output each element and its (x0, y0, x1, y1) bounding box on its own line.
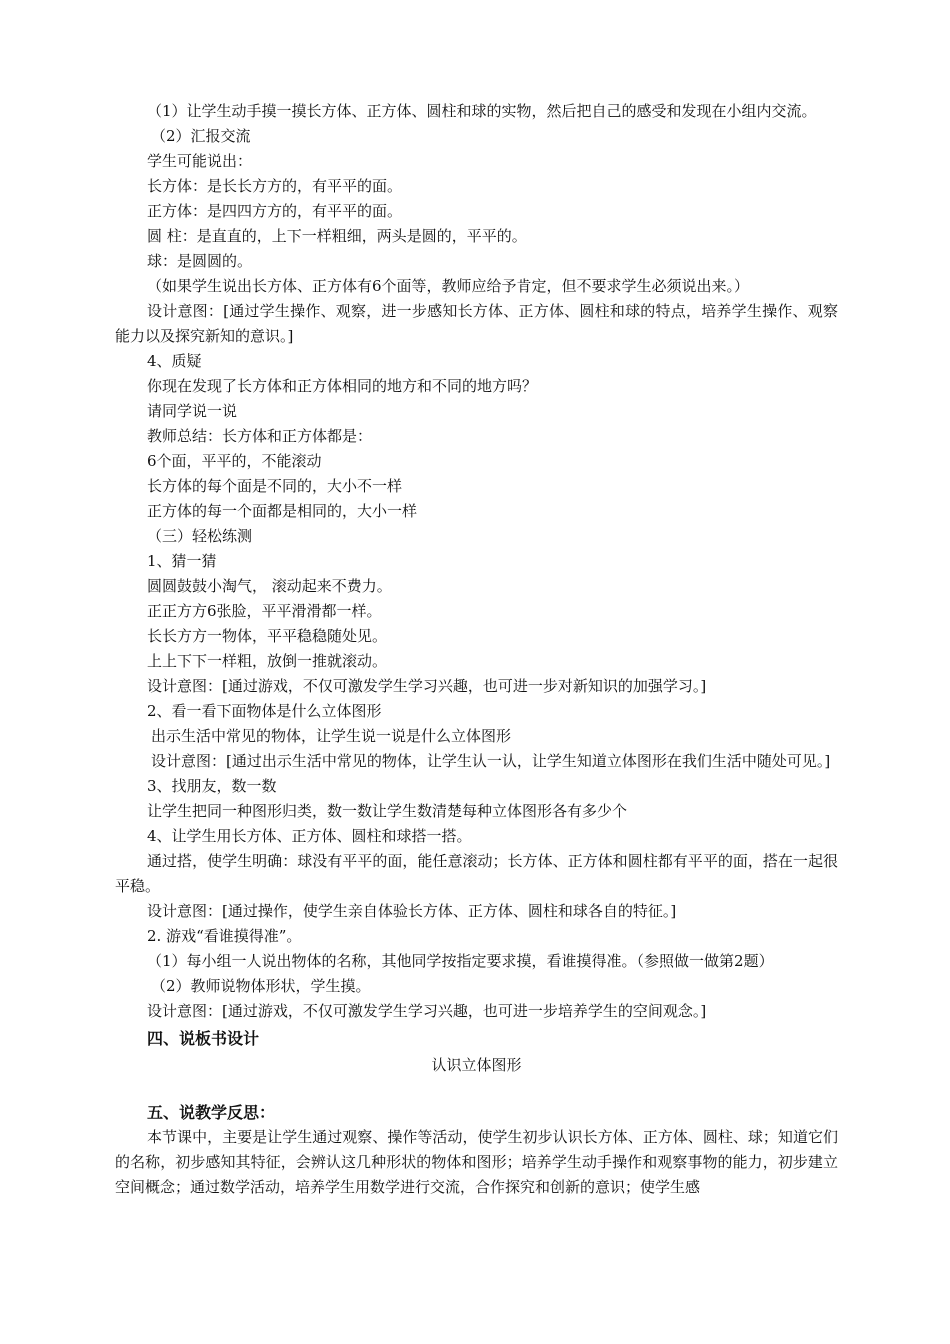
section-item: 1、猜一猜 (147, 552, 217, 570)
design-intent: 设计意图：[通过操作，使学生亲自体验长方体、正方体、圆柱和球各自的特征。] (147, 902, 677, 920)
section-item: 2. 游戏“看谁摸得准”。 (147, 927, 302, 945)
section-item: 2、看一看下面物体是什么立体图形 (147, 702, 382, 720)
riddle-line: 正正方方6张脸，平平滑滑都一样。 (147, 602, 382, 620)
paragraph: 圆 柱：是直直的，上下一样粗细，两头是圆的，平平的。 (147, 227, 527, 245)
paragraph: （1）让学生动手摸一摸长方体、正方体、圆柱和球的实物，然后把自己的感受和发现在小组内交流。 (147, 102, 817, 120)
paragraph: 让学生把同一种图形归类，数一数让学生数清楚每种立体图形各有多少个 (147, 802, 628, 820)
reflection-paragraph: 本节课中，主要是让学生通过观察、操作等活动，使学生初步认识长方体、正方体、圆柱、球；知道它们的名称，初步感知其特征，会辨认这几种形状的物体和图形；培养学生动手操作和观察事物的能力，初步建立空间概念；通过数学活动，培养学生用数学进行交流，合作探究和创新的意识；使学生感 (115, 1128, 838, 1196)
section-item: 4、让学生用长方体、正方体、圆柱和球搭一搭。 (147, 827, 472, 845)
paragraph: （如果学生说出长方体、正方体有6个面等，教师应给予肯定，但不要求学生必须说出来。） (147, 277, 750, 295)
paragraph: 通过搭，使学生明确：球没有平平的面，能任意滚动；长方体、正方体和圆柱都有平平的面，搭在一起很平稳。 (115, 852, 838, 895)
design-intent: 设计意图：[通过游戏，不仅可激发学生学习兴趣，也可进一步对新知识的加强学习。] (147, 677, 707, 695)
paragraph: 请同学说一说 (147, 402, 238, 420)
paragraph: （1）每小组一人说出物体的名称，其他同学按指定要求摸，看谁摸得准。（参照做一做第2题） (147, 952, 774, 970)
paragraph: 出示生活中常见的物体，让学生说一说是什么立体图形 (151, 727, 512, 745)
paragraph: 正方体：是四四方方的，有平平的面。 (147, 202, 403, 220)
paragraph: 学生可能说出： (147, 152, 253, 170)
design-intent: 设计意图：[通过游戏，不仅可激发学生学习兴趣，也可进一步培养学生的空间观念。] (147, 1002, 707, 1020)
design-intent: 设计意图：[通过出示生活中常见的物体，让学生认一认，让学生知道立体图形在我们生活中随处可见。] (151, 752, 831, 770)
section-heading-board-design: 四、说板书设计 (147, 1029, 260, 1048)
paragraph: 教师总结：长方体和正方体都是： (147, 427, 373, 445)
paragraph: 正方体的每一个面都是相同的，大小一样 (147, 502, 418, 520)
design-intent: 设计意图：[通过学生操作、观察，进一步感知长方体、正方体、圆柱和球的特点，培养学生操作、观察能力以及探究新知的意识。] (115, 302, 838, 345)
riddle-line: 长长方方一物体，平平稳稳随处见。 (147, 627, 388, 645)
document-body (115, 99, 838, 1200)
paragraph: 你现在发现了长方体和正方体相同的地方和不同的地方吗？ (147, 377, 538, 395)
section-item: 4、质疑 (147, 352, 202, 370)
paragraph: （2）汇报交流 (151, 127, 251, 145)
riddle-line: 上上下下一样粗，放倒一推就滚动。 (147, 652, 388, 670)
riddle-line: 圆圆鼓鼓小淘气， 滚动起来不费力。 (147, 577, 392, 595)
section-item: 3、找朋友，数一数 (147, 777, 277, 795)
section-item: （三）轻松练测 (147, 527, 253, 545)
section-heading-reflection: 五、说教学反思： (147, 1103, 276, 1122)
board-title: 认识立体图形 (431, 1056, 522, 1074)
paragraph: 长方体：是长长方方的，有平平的面。 (147, 177, 403, 195)
paragraph: 长方体的每个面是不同的，大小不一样 (147, 477, 403, 495)
paragraph: 球：是圆圆的。 (147, 252, 253, 270)
paragraph: （2）教师说物体形状，学生摸。 (151, 977, 371, 995)
paragraph: 6个面，平平的，不能滚动 (147, 452, 322, 470)
